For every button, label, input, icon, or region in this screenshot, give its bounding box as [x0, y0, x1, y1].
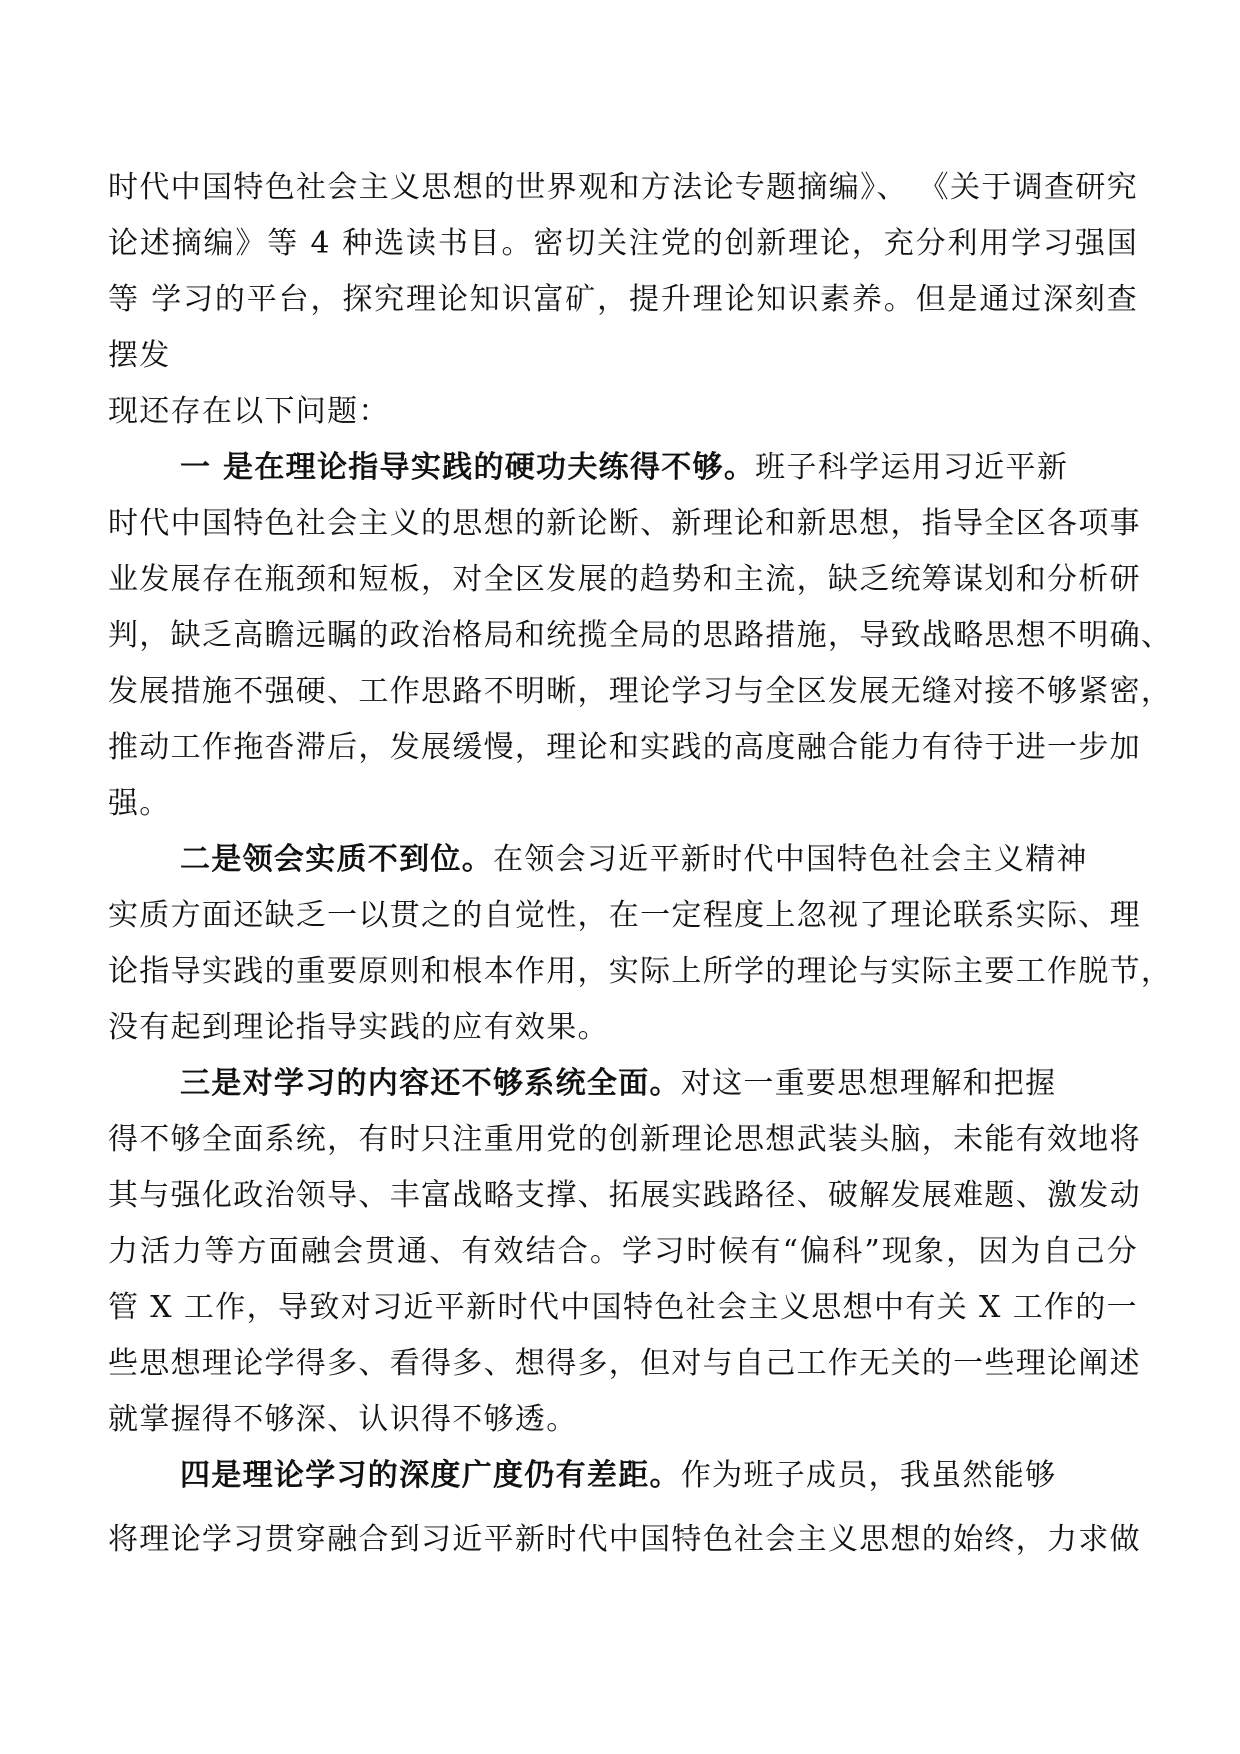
text-line: 业发展存在瓶颈和短板，对全区发展的趋势和主流，缺乏统筹谋划和分析研: [108, 562, 1141, 597]
point-heading: 二是领会实质不到位。: [180, 842, 493, 877]
text-line: 现还存在以下问题：: [108, 394, 390, 429]
point-text: 对这一重要思想理解和把握: [680, 1066, 1057, 1101]
text-line: 实质方面还缺乏一以贯之的自觉性，在一定程度上忽视了理论联系实际、理: [108, 898, 1141, 933]
text-line: 没有起到理论指导实践的应有效果。: [108, 1010, 609, 1045]
text-line: 推动工作拖沓滞后，发展缓慢，理论和实践的高度融合能力有待于进一步加: [108, 730, 1141, 765]
paragraph-heading-line: [108, 832, 1138, 888]
text-line: 时代中国特色社会主义思想的世界观和方法论专题摘编》、 《关于调查研究: [108, 170, 1138, 205]
point-heading: 一 是在理论指导实践的硬功夫练得不够。: [180, 450, 756, 485]
document-body: [108, 160, 1173, 1568]
text-line: 等 学习的平台，探究理论知识富矿，提升理论知识素养。但是通过深刻查: [108, 282, 1138, 317]
text-line: 论述摘编》等 4 种选读书目。密切关注党的创新理论，充分利用学习强国: [108, 226, 1138, 261]
text-line: 管 X 工作，导致对习近平新时代中国特色社会主义思想中有关 X 工作的一: [108, 1290, 1138, 1325]
text-line: 些思想理论学得多、看得多、想得多，但对与自己工作无关的一些理论阐述: [108, 1346, 1141, 1381]
paragraph-heading-line: [108, 1448, 1138, 1504]
point-text: 在领会习近平新时代中国特色社会主义精神: [493, 842, 1088, 877]
text-line: 论指导实践的重要原则和根本作用，实际上所学的理论与实际主要工作脱节，: [108, 954, 1173, 989]
point-heading: 四是理论学习的深度广度仍有差距。: [180, 1458, 681, 1493]
text-line: 强。: [108, 786, 171, 821]
point-heading: 三是对学习的内容还不够系统全面。: [180, 1066, 681, 1101]
text-line: 发展措施不强硬、工作思路不明晰，理论学习与全区发展无缝对接不够紧密，: [108, 674, 1173, 709]
text-line: 力活力等方面融会贯通、有效结合。学习时候有“偏科”现象，因为自己分: [108, 1234, 1138, 1269]
point-text: 班子科学运用习近平新: [755, 450, 1069, 485]
text-line: 其与强化政治领导、丰富战略支撑、拓展实践路径、破解发展难题、激发动: [108, 1178, 1141, 1213]
text-line: 将理论学习贯穿融合到习近平新时代中国特色社会主义思想的始终，力求做: [108, 1522, 1141, 1557]
text-line: 摆发: [108, 338, 171, 373]
text-line: 时代中国特色社会主义的思想的新论断、新理论和新思想，指导全区各项事: [108, 506, 1141, 541]
paragraph-heading-line: [108, 1056, 1138, 1112]
line-gap: [108, 1504, 1138, 1512]
text-line: 判，缺乏高瞻远瞩的政治格局和统揽全局的思路措施，导致战略思想不明确、: [108, 618, 1173, 653]
paragraph-heading-line: [108, 440, 1138, 496]
point-text: 作为班子成员，我虽然能够: [680, 1458, 1057, 1493]
text-line: 就掌握得不够深、认识得不够透。: [108, 1402, 578, 1437]
text-line: 得不够全面系统，有时只注重用党的创新理论思想武装头脑，未能有效地将: [108, 1122, 1141, 1157]
